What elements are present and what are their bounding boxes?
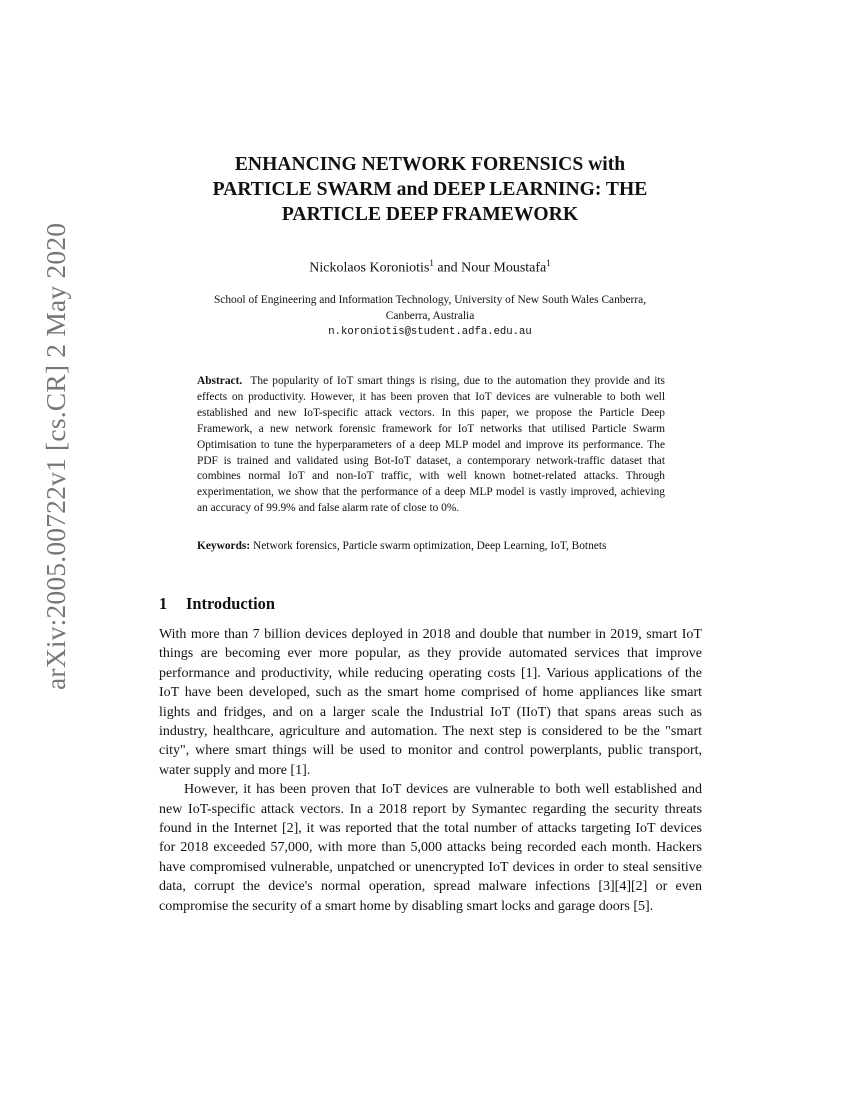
section-heading — [159, 594, 275, 614]
section-title: Introduction — [186, 594, 275, 613]
author-list — [150, 258, 710, 277]
affiliation-marker: 1 — [546, 258, 551, 268]
title-line: ENHANCING NETWORK FORENSICS with — [234, 154, 626, 175]
section-number: 1 — [159, 594, 168, 613]
title-line: PARTICLE SWARM and DEEP LEARNING: THE — [212, 179, 648, 200]
title-line: PARTICLE DEEP FRAMEWORK — [281, 204, 579, 225]
author-name: Nickolaos Koroniotis — [309, 260, 430, 276]
keywords-label: Keywords: — [197, 540, 251, 552]
paragraph: With more than 7 billion devices deployed in 2018 and double that number in 2019, smart IoT things are becoming ever more popular, as they provide automated services that improve performance and productivity, while reducing operating costs [1]. Various applications of the IoT have been developed, such as the smart home comprised of home appliances like smart lights and fridges, and on a larger scale the Industrial IoT (IIoT) that spans areas such as industry, healthcare, agriculture and automation. The next step is considered to be the "smart city", where smart things will be used to monitor and control powerplants, public transport, water supply and more [1]. — [159, 627, 702, 778]
arxiv-stamp: arXiv:2005.00722v1 [cs.CR] 2 May 2020 — [40, 222, 71, 690]
abstract-label: Abstract. — [197, 375, 243, 387]
affiliation-block — [150, 292, 710, 340]
author-conjunction: and — [433, 260, 462, 276]
affiliation-marker: 1 — [429, 258, 434, 268]
affiliation-line: Canberra, Australia — [385, 310, 475, 322]
abstract — [197, 374, 665, 517]
keywords — [197, 539, 665, 555]
body-text — [159, 625, 702, 916]
affiliation-line: School of Engineering and Information Technology, University of New South Wales Canberra, — [213, 294, 647, 306]
paper-title — [150, 152, 710, 227]
paragraph: However, it has been proven that IoT devices are vulnerable to both well established and new IoT-specific attack vectors. In a 2018 report by Symantec regarding the security threats found in the Internet [2], it was reported that the total number of attacks targeting IoT devices for 2018 exceeded 57,000, with more than 5,000 attacks being recorded each month. Hackers have compromised vulnerable, unpatched or unencrypted IoT devices in order to steal sensitive data, corrupt the device's normal operation, spread malware infections [3][4][2] or even compromise the security of a smart home by disabling smart locks and garage doors [5]. — [159, 782, 702, 914]
abstract-text: The popularity of IoT smart things is rising, due to the automation they provide and its effects on productivity. However, it has been proven that IoT devices are vulnerable to both well established and new IoT-specific attack vectors. In this paper, we propose the Particle Deep Framework, a new network forensic framework for IoT networks that utilised Particle Swarm Optimisation to tune the hyperparameters of a deep MLP model and improve its performance. The PDF is trained and validated using Bot-IoT dataset, a contemporary network-traffic dataset that combines normal IoT and non-IoT traffic, with well known botnet-related attacks. Through experimentation, we show that the performance of a deep MLP model is vastly improved, achieving an accuracy of 99.9% and false alarm rate of close to 0%. — [197, 375, 665, 515]
author-name: Nour Moustafa — [461, 260, 547, 276]
author-email: n.koroniotis@student.adfa.edu.au — [328, 326, 532, 338]
keywords-text: Network forensics, Particle swarm optimization, Deep Learning, IoT, Botnets — [253, 540, 607, 552]
